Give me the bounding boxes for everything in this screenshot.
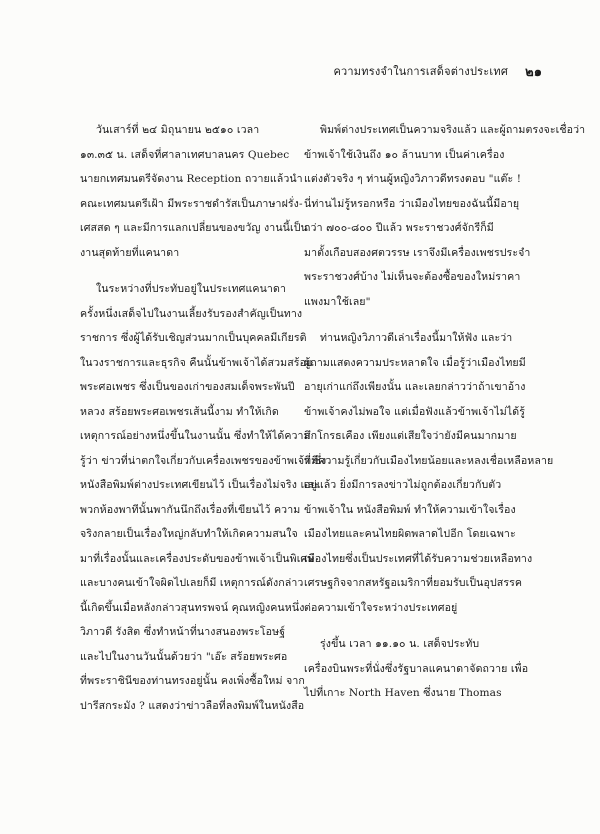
text-line: เศสสด ๆ และมีการแลกเปลี่ยนของขวัญ งานนี้เป็น [80, 222, 308, 234]
text-line: เมืองไทยซึ่งเป็นประเทศที่ได้รับความช่วยเหลือทาง [304, 552, 533, 565]
text-line: ปารีสกระมัง ? แสดงว่าข่าวลือที่ลงพิมพ์ในหนังสือ [80, 699, 305, 712]
text-line: อายุเก่าแก่ถึงเพียงนั้น และเลยกล่าวว่าถ้าเขาอ้าง [304, 381, 526, 393]
text-line: เหตุการณ์อย่างหนึ่งขึ้นในงานนั้น ซึ่งทำให้ได้ความ [80, 430, 311, 442]
text-line: มาที่เรื่องนั้นและเครื่องประดับของข้าพเจ้าเป็นพิเศษ [80, 552, 315, 565]
text-line: นายกเทศมนตรีจัดงาน Reception ถวายแล้วนำ [80, 173, 303, 185]
text-line: วิภาวดี รังสิต ซึ่งทำหน้าที่นางสนองพระโอษฐ์ [80, 626, 286, 638]
paragraph [80, 118, 308, 265]
text-line: ต่อความเข้าใจระหว่างประเทศอยู่ [304, 601, 458, 614]
paragraph [304, 326, 554, 620]
text-line: รุ่งขึ้น เวลา ๑๑.๑๐ น. เสด็จประทับ [320, 638, 480, 650]
text-line: รู้ว่า ข่าวที่น่าตกใจเกี่ยวกับเครื่องเพชรของข้าพเจ้า ซึ่ง [80, 454, 327, 467]
text-line: แพงมาใช้เลย" [304, 295, 371, 308]
text-line: พระศอเพชร ซึ่งเป็นของเก่าของสมเด็จพระพันปี [80, 381, 295, 393]
text-line: พระราชวงศ์บ้าง ไม่เห็นจะต้องซื้อของใหม่ราคา [304, 271, 521, 283]
text-line: หลวง สร้อยพระศอเพชรเส้นนี้งาม ทำให้เกิด [80, 405, 279, 418]
text-line: ราชการ ซึ่งผู้ได้รับเชิญส่วนมากเป็นบุคคลมีเกียรติ [80, 332, 307, 344]
text-line: นี้เกิดขึ้นเมื่อหลังกล่าวสุนทรพจน์ คุณหญิงคนหนึ่ง [80, 601, 305, 614]
text-line: เศรษฐกิจจากสหรัฐอเมริกาที่ยอมรับเป็นอุปสรรค [304, 577, 523, 589]
text-line: และไปในงานวันนั้นด้วยว่า "เอ๊ะ สร้อยพระศอ [80, 650, 288, 663]
text-line: ข้าพเจ้าใช้เงินถึง ๑๐ ล้านบาท เป็นค่าเครื่อง [304, 148, 505, 161]
text-line: พิมพ์ต่างประเทศเป็นความจริงแล้ว และผู้ถามตรงจะเชื่อว่า [320, 124, 586, 136]
text-line: แต่งตัวจริง ๆ ท่านผู้หญิงวิภาวดีทรงตอบ "แต๊ะ ! [304, 173, 522, 185]
paragraph [304, 118, 586, 314]
text-line: ท่านหญิงวิภาวดีเล่าเรื่องนี้มาให้ฟัง และว่า [320, 332, 513, 344]
text-line: ครั้งหนึ่งเสด็จไปในงานเลี้ยงรับรองสำคัญเป็นทาง [80, 307, 303, 320]
text-line: งานสุดท้ายที่แคนาดา [80, 246, 180, 259]
page-header [0, 62, 600, 82]
text-line: ที่พระราชินีของท่านทรงอยู่นั้น คงเพิ่งซื้อใหม่ จาก [80, 675, 305, 687]
text-line: ๑๓.๓๕ น. เสด็จที่ศาลาเทศบาลนคร Quebec [80, 148, 290, 161]
text-line: ที่มีความรู้เกี่ยวกับเมืองไทยน้อยและหลงเชื่อเหลือหลาย [304, 454, 554, 467]
text-line: หนังสือพิมพ์ต่างประเทศเขียนไว้ เป็นเรื่องไม่จริง และ [80, 479, 320, 491]
text-line: ไปที่เกาะ North Haven ซึ่งนาย Thomas [304, 687, 502, 699]
text-line: นี่ท่านไม่รู้หรอกหรือ ว่าเมืองไทยของฉันนี้มีอายุ [304, 197, 520, 210]
text-line: ในระหว่างที่ประทับอยู่ในประเทศแคนาดา [96, 283, 286, 295]
text-line: เมืองไทยและคนไทยผิดพลาดไปอีก โดยเฉพาะ [304, 528, 516, 540]
text-line: วันเสาร์ที่ ๒๔ มิถุนายน ๒๕๑๐ เวลา [96, 124, 260, 136]
text-line: ข้าพเจ้าคงไม่พอใจ แต่เมื่อฟังแล้วข้าพเจ้าไม่ได้รู้ [304, 405, 525, 418]
right-text-column [304, 118, 586, 718]
left-text-column [80, 118, 327, 730]
paragraph [304, 632, 529, 706]
text-line: ข้าพเจ้าใน หนังสือพิมพ์ ทำให้ความเข้าใจเรื่อง [304, 503, 516, 516]
text-line: พวกห้องพาทีนั้นพากันนึกถึงเรื่องที่เขียนไว้ ความ [80, 503, 301, 516]
page-number: ๒๑ [525, 65, 542, 80]
paragraph [80, 277, 327, 718]
text-line: และบางคนเข้าใจผิดไปเลยก็มี เหตุการณ์ดังกล่าว [80, 577, 304, 589]
text-line: อยู่แล้ว ยิ่งมีการลงข่าวไม่ถูกต้องเกี่ยวกับตัว [304, 479, 502, 491]
text-line: กว่า ๗๐๐-๘๐๐ ปีแล้ว พระราชวงศ์จักรีก็มี [304, 222, 494, 234]
text-line: ผู้ถามแสดงความประหลาดใจ เมื่อรู้ว่าเมืองไทยมี [304, 356, 526, 369]
text-line: เครื่องบินพระที่นั่งซึ่งรัฐบาลแคนาดาจัดถวาย เพื่อ [304, 662, 529, 675]
text-line: คณะเทศมนตรีเฝ้า มีพระราชดำรัสเป็นภาษาฝรั่ง- [80, 197, 303, 210]
text-line: ในวงราชการและธุรกิจ คืนนั้นข้าพเจ้าได้สวมสร้อย [80, 356, 313, 369]
text-line: มาตั้งเกือบสองศตวรรษ เราจึงมีเครื่องเพชรประจำ [304, 246, 531, 259]
running-title: ความทรงจำในการเสด็จต่างประเทศ [333, 65, 508, 78]
text-line: จริงกลายเป็นเรื่องใหญ่กลับทำให้เกิดความสนใจ [80, 528, 298, 540]
text-line: สึกโกรธเคือง เพียงแต่เสียใจว่ายังมีคนมากมาย [304, 430, 517, 442]
